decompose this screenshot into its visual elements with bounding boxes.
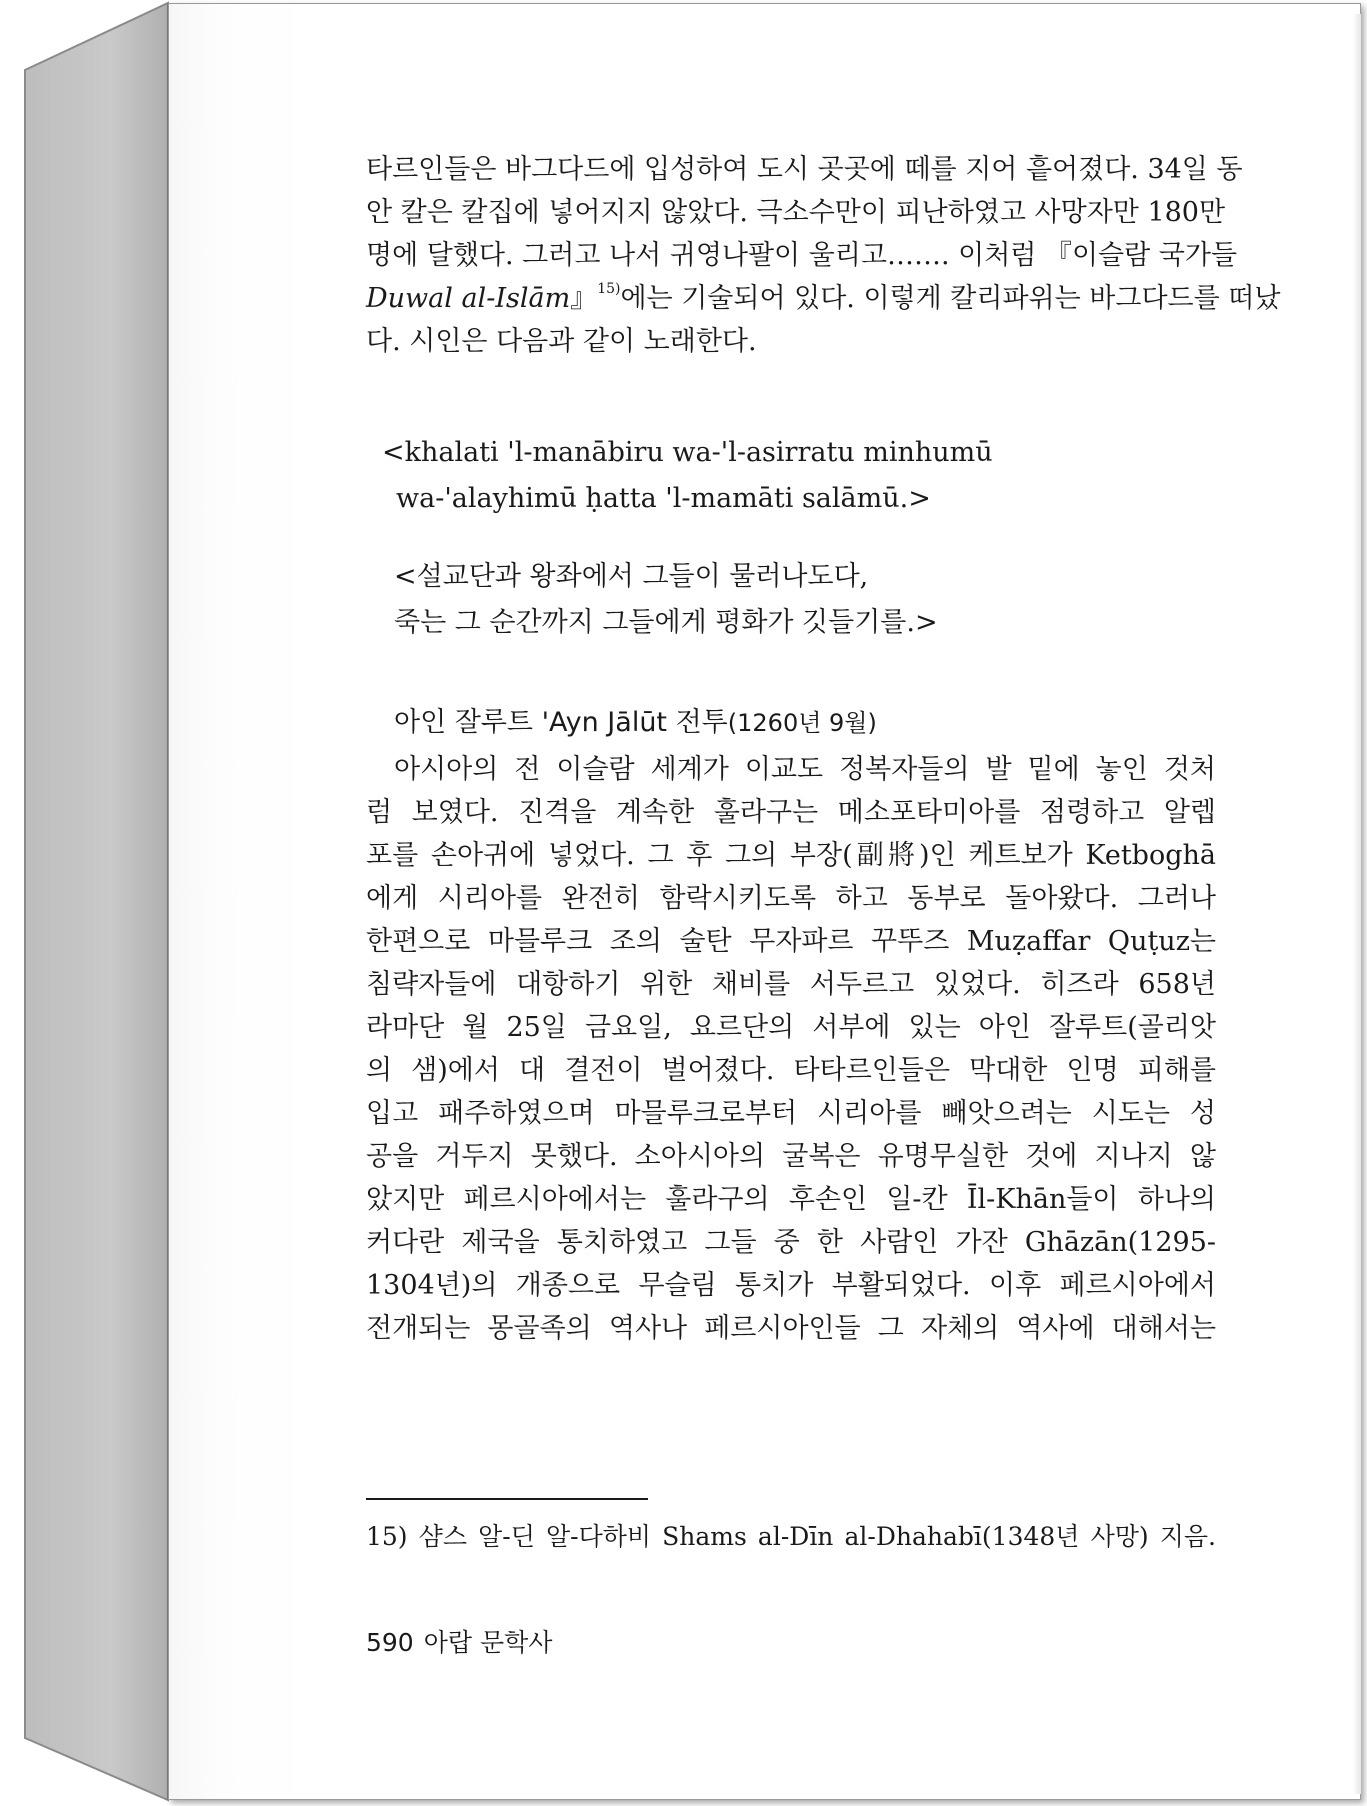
- footnote-divider: [366, 1498, 648, 1500]
- text-line: 포를 손아귀에 넣었다. 그 후 그의 부장(副將)인 케트보가 Ketboghā: [366, 840, 1216, 871]
- book-page: [168, 3, 1361, 1800]
- text-line: 1304년)의 개종으로 무슬림 통치가 부활되었다. 이후 페르시아에서: [366, 1270, 1216, 1301]
- paragraph-2: [366, 748, 1216, 1350]
- section-heading: [394, 703, 877, 743]
- text-line: 럼 보였다. 진격을 계속한 훌라구는 메소포타미아를 점령하고 알렙: [366, 797, 1216, 828]
- section-heading-date: (1260년 9월): [727, 709, 877, 737]
- text-line: 았지만 페르시아에서는 훌라구의 후손인 일-칸 Īl-Khān들이 하나의: [366, 1184, 1216, 1215]
- verse-line: wa-'alayhimū ḥatta 'l-mamāti salāmū.>: [396, 483, 931, 514]
- text-line: 타르인들은 바그다드에 입성하여 도시 곳곳에 떼를 지어 흩어졌다. 34일 동: [366, 154, 1243, 185]
- verse-line: 죽는 그 순간까지 그들에게 평화가 깃들기를.>: [394, 607, 938, 638]
- text-line: 아시아의 전 이슬람 세계가 이교도 정복자들의 발 밑에 놓인 것처: [394, 754, 1216, 785]
- text-line: 의 샘)에서 대 결전이 벌어졌다. 타타르인들은 막대한 인명 피해를: [366, 1055, 1216, 1086]
- page-edge: [1353, 14, 1361, 1794]
- text-line: 에게 시리아를 완전히 함락시키도록 하고 동부로 돌아왔다. 그러나: [366, 883, 1216, 914]
- text-line: 전개되는 몽골족의 역사나 페르시아인들 그 자체의 역사에 대해서는: [366, 1313, 1216, 1344]
- page-number: 590: [366, 1628, 414, 1657]
- running-title: 아랍 문학사: [423, 1628, 553, 1657]
- section-heading-title: 아인 잘루트 'Ayn Jālūt 전투: [394, 707, 728, 738]
- page-footer: [366, 1624, 552, 1662]
- verse-line: <설교단과 왕좌에서 그들이 물러나도다,: [394, 561, 869, 592]
- text-line: 라마단 월 25일 금요일, 요르단의 서부에 있는 아인 잘루트(골리앗: [366, 1012, 1216, 1043]
- footnote-ref[interactable]: 15): [597, 281, 621, 297]
- paragraph-1: [366, 148, 1281, 363]
- text-line: 명에 달했다. 그러고 나서 귀영나팔이 울리고……. 이처럼 『이슬람 국가들: [366, 240, 1238, 271]
- text-line: 다. 시인은 다음과 같이 노래한다.: [366, 326, 757, 357]
- book-title-italic: Duwal al-Islām: [366, 283, 571, 314]
- book-spine: [0, 0, 170, 1806]
- footnote: 15) 샴스 알-딘 알-다하비 Shams al-Dīn al-Dhahabī(1348년 사망) 지음.: [366, 1522, 1216, 1551]
- verse-translation: [394, 554, 938, 646]
- text-line: 공을 거두지 못했다. 소아시아의 굴복은 유명무실한 것에 지나지 않: [366, 1141, 1216, 1172]
- verse-line: <khalati 'l-manābiru wa-'l-asirratu minhumū: [382, 437, 993, 468]
- verse-transliteration: [382, 430, 993, 522]
- text-line: 커다란 제국을 통치하였고 그들 중 한 사람인 가잔 Ghāzān(1295-: [366, 1227, 1216, 1258]
- text-line: 입고 패주하였으며 마믈루크로부터 시리아를 빼앗으려는 시도는 성: [366, 1098, 1216, 1129]
- text-line: 한편으로 마믈루크 조의 술탄 무자파르 꾸뚜즈 Muẓaffar Quṭuz는: [366, 926, 1216, 957]
- text-line: [366, 277, 1281, 320]
- book-title-close: 』: [570, 283, 598, 314]
- text-line: 안 칼은 칼집에 넣어지지 않았다. 극소수만이 피난하였고 사망자만 180만: [366, 197, 1226, 228]
- text-segment: 에는 기술되어 있다. 이렇게 칼리파위는 바그다드를 떠났: [620, 283, 1281, 314]
- text-line: 침략자들에 대항하기 위한 채비를 서두르고 있었다. 히즈라 658년: [366, 969, 1216, 1000]
